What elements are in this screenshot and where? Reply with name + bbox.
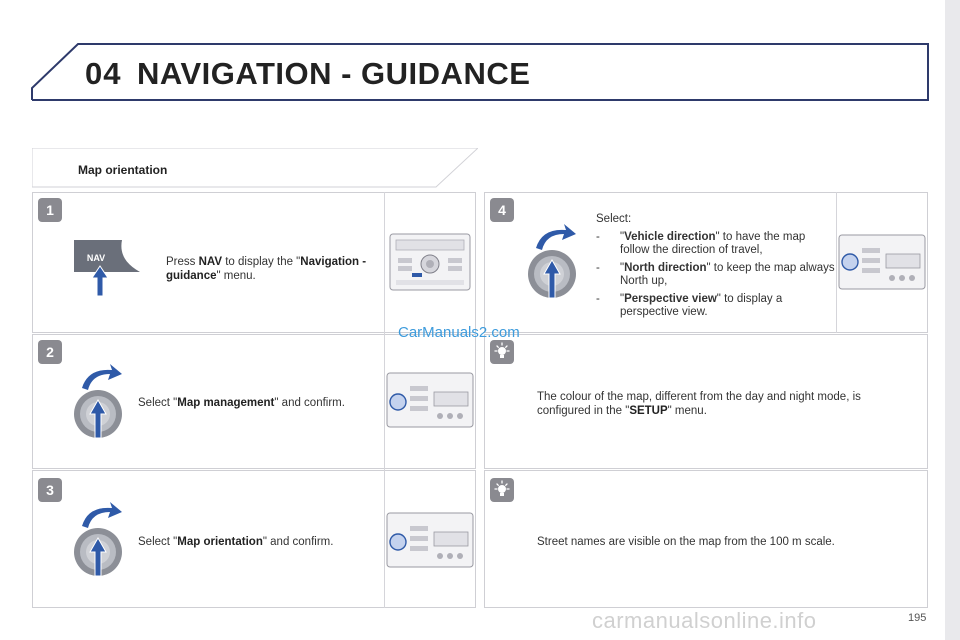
orientation-option-list: [596, 213, 836, 319]
nav-button-label: NAV: [86, 253, 106, 263]
step-number-badge: [38, 340, 62, 364]
page-edge-bar: [945, 0, 960, 640]
chapter-number: 04: [85, 56, 122, 91]
option-intro: Select:: [596, 213, 632, 225]
chapter-title: NAVIGATION - GUIDANCE: [137, 56, 531, 91]
section-title: Map orientation: [78, 163, 168, 177]
lightbulb-icon: [490, 478, 514, 502]
rotate-arrow-icon: [82, 364, 122, 390]
rotary-dial-icon: [70, 500, 130, 580]
radio-console-illustration: [838, 234, 926, 290]
tip-street-names: Street names are visible on the map from the 100 m scale.: [537, 536, 835, 548]
step-number: 1: [46, 202, 54, 218]
rotary-dial-icon: [70, 362, 130, 442]
rotate-arrow-icon: [82, 502, 122, 528]
footer-watermark: carmanualsonline.info: [592, 608, 817, 633]
watermark-text: CarManuals2.com: [398, 324, 520, 341]
panel-divider: [836, 192, 837, 333]
radio-console-illustration: [388, 232, 472, 292]
option-vehicle-direction: - "Vehicle direction" to have the map follow the direction of travel,: [596, 231, 806, 256]
radio-console-illustration: [386, 372, 474, 428]
radio-console-illustration: [386, 512, 474, 568]
step-1-text: Press NAV to display the "Navigation - guidance" menu.: [166, 256, 367, 282]
menu-item-name: Map management: [177, 397, 275, 409]
option-perspective-view: - "Perspective view" to display a perspective view.: [596, 293, 783, 318]
option-north-direction: - "North direction" to keep the map always North up,: [596, 262, 835, 287]
menu-item-name: Map orientation: [177, 536, 263, 548]
page-number: 195: [908, 612, 927, 624]
step-number: 2: [46, 344, 54, 360]
step-number-badge: [38, 478, 62, 502]
step-number-badge: [490, 198, 514, 222]
menu-name: Navigation - guidance: [166, 256, 367, 282]
nav-key-label: NAV: [198, 256, 223, 268]
step-3-text: Select "Map orientation" and confirm.: [138, 536, 334, 548]
step-number: 3: [46, 482, 54, 498]
rotary-dial-icon: [524, 222, 584, 302]
setup-key-label: SETUP: [629, 405, 668, 417]
nav-button-icon: [70, 236, 150, 300]
step-number-badge: [38, 198, 62, 222]
rotate-arrow-icon: [536, 224, 576, 250]
lightbulb-icon: [490, 340, 514, 364]
header-frame: [0, 0, 960, 110]
step-number: 4: [498, 202, 506, 218]
tip-map-colour: The colour of the map, different from the day and night mode, is configured in the "SETUP" menu.: [537, 391, 861, 417]
panel-divider: [384, 192, 385, 608]
step-2-text: Select "Map management" and confirm.: [138, 397, 345, 409]
